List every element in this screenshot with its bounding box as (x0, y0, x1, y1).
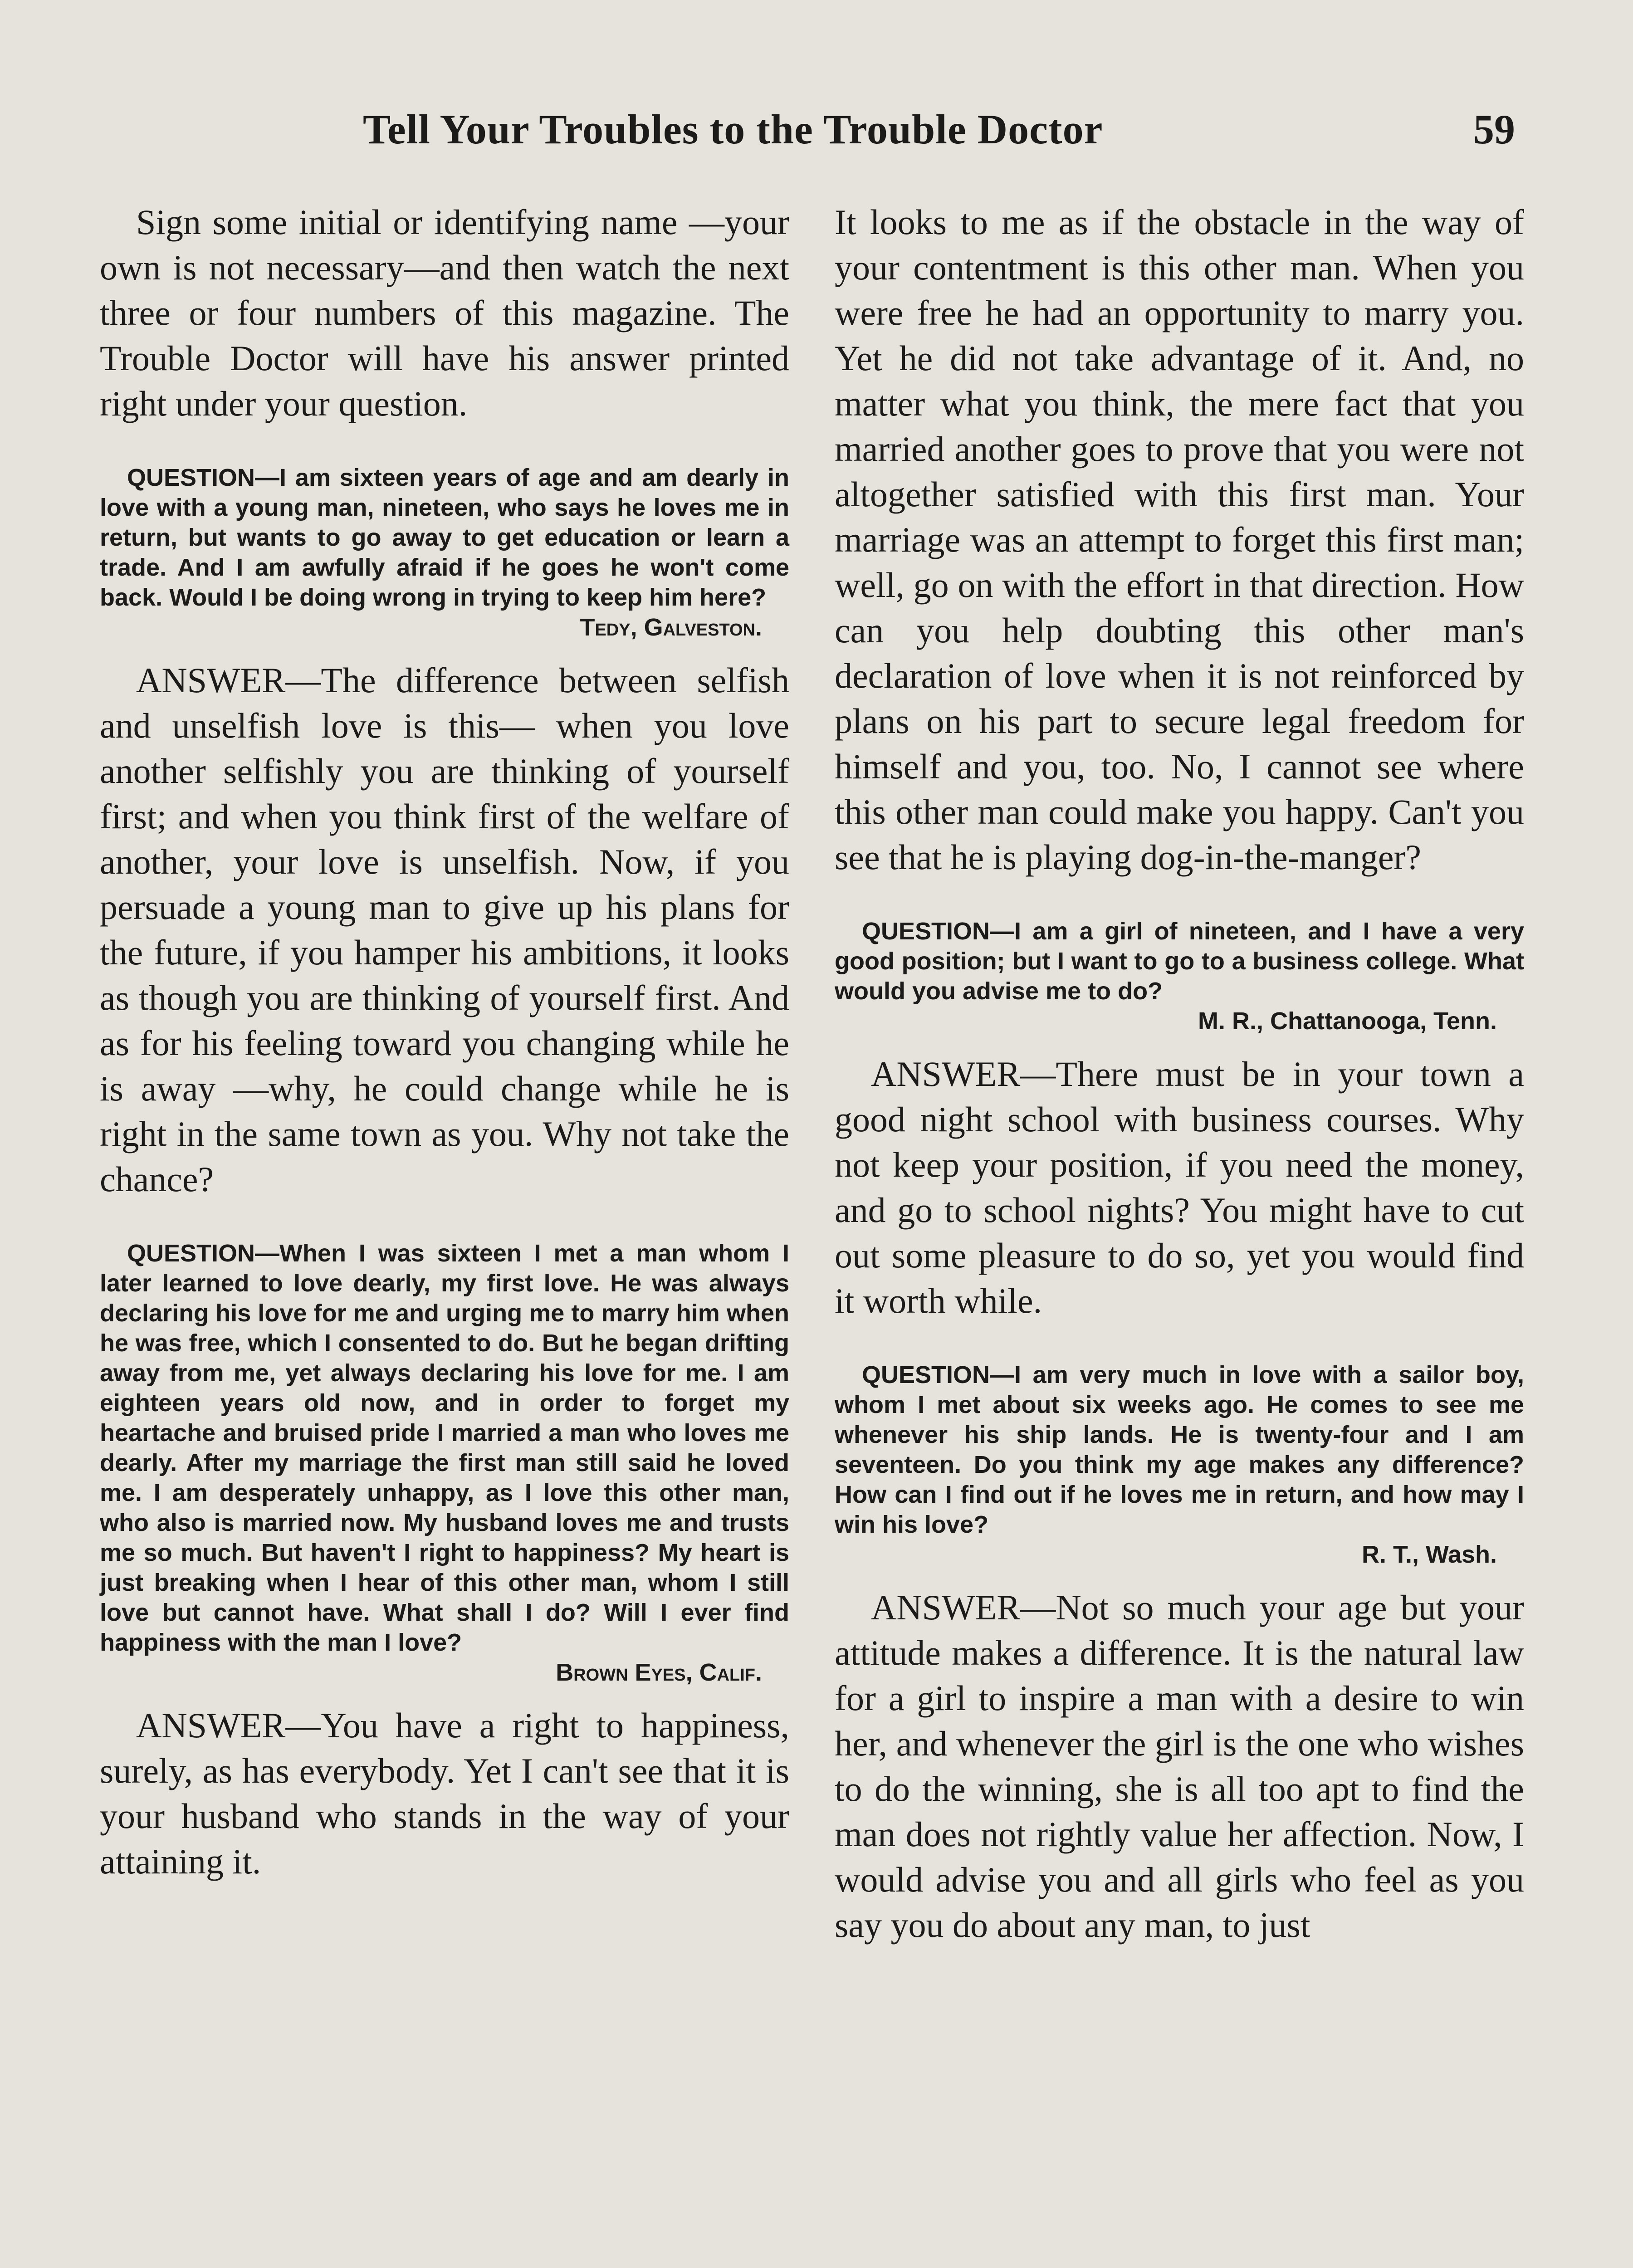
answer-3: ANSWER—There must be in your town a good night school with business courses. Why not keep your position, if you need the money, and go to school nights? You might have to cut out some pleasure to do so, yet you would find it worth while. (835, 1054, 1524, 1320)
page-header (0, 105, 1633, 164)
question-2: QUESTION—When I was sixteen I met a man whom I later learned to love dearly, my first love. He was always declaring his love for me and urging me to marry him when he was free, which I consented to do. But he began drifting away from me, yet always declaring his love for me. I am eighteen years old now, and in order to forget my heartache and bruised pride I married a man who loves me dearly. After my marriage the first man still said he loved me. I am desperately unhappy, as I love this other man, who also is married now. My husband loves me and trusts me so much. But haven't I right to happiness? My heart is just breaking when I hear of this other man, whom I still love but cannot have. What shall I do? Will I ever find happiness with the man I love? (100, 1240, 789, 1656)
right-column (835, 200, 1524, 1948)
answer-4: ANSWER—Not so much your age but your attitude makes a difference. It is the natural law for a girl to inspire a man with a desire to win her, and whenever the girl is the one who wishes to do the winning, she is all too apt to find the man does not rightly value her affection. Now, I would advise you and all girls who feel as you say you do about any man, to just (835, 1588, 1524, 1945)
question-4-signature: R. T., Wash. (1361, 1541, 1497, 1568)
answer-2: ANSWER—You have a right to happiness, surely, as has everybody. Yet I can't see that it is your husband who stands in the way of your attaining it. (100, 1706, 789, 1881)
page-number: 59 (1473, 106, 1515, 152)
question-3-signature: M. R., Chattanooga, Tenn. (1198, 1007, 1497, 1035)
question-3: QUESTION—I am a girl of nineteen, and I have a very good position; but I want to go to a business college. What would you advise me to do? (835, 918, 1524, 1005)
question-2-signature: Brown Eyes, Calif. (556, 1659, 762, 1686)
question-1-signature: Tedy, Galveston. (580, 614, 762, 641)
question-1: QUESTION—I am sixteen years of age and am dearly in love with a young man, nineteen, who says he loves me in return, but wants to go away to get education or learn a trade. And I am awfully afraid if he goes he won't come back. Would I be doing wrong in trying to keep him here? (100, 464, 789, 611)
question-4: QUESTION—I am very much in love with a sailor boy, whom I met about six weeks ago. He comes to see me whenever his ship lands. He is twenty-four and I am seventeen. Do you think my age makes any difference? How can I find out if he loves me in return, and how may I win his love? (835, 1361, 1524, 1538)
running-title: Tell Your Troubles to the Trouble Doctor (363, 106, 1103, 152)
answer-1: ANSWER—The difference between selfish and unselfish love is this— when you love another selfishly you are thinking of yourself first; and when you think first of the welfare of another, your love is unselfish. Now, if you persuade a young man to give up his plans for the future, if you hamper his ambitions, it looks as though you are thinking of yourself first. And as for his feeling toward you changing while he is away —why, he could change while he is right in the same town as you. Why not take the chance? (100, 660, 789, 1199)
left-column (100, 200, 789, 1884)
answer-2-continued: It looks to me as if the obstacle in the way of your contentment is this other man. When you were free he had an opportunity to marry you. Yet he did not take advantage of it. And, no matter what you think, the mere fact that you married another goes to prove that you were not altogether satisfied with this first man. Your marriage was an attempt to forget this first man; well, go on with the effort in that direction. How can you help doubting this other man's declaration of love when it is not reinforced by plans on his part to secure legal freedom for himself and you, too. No, I cannot see where this other man could make you happy. Can't you see that he is playing dog-in-the-manger? (835, 202, 1524, 877)
intro-paragraph: Sign some initial or identifying name —your own is not necessary—and then watch the next three or four numbers of this magazine. The Trouble Doctor will have his answer printed right under your question. (100, 202, 789, 423)
